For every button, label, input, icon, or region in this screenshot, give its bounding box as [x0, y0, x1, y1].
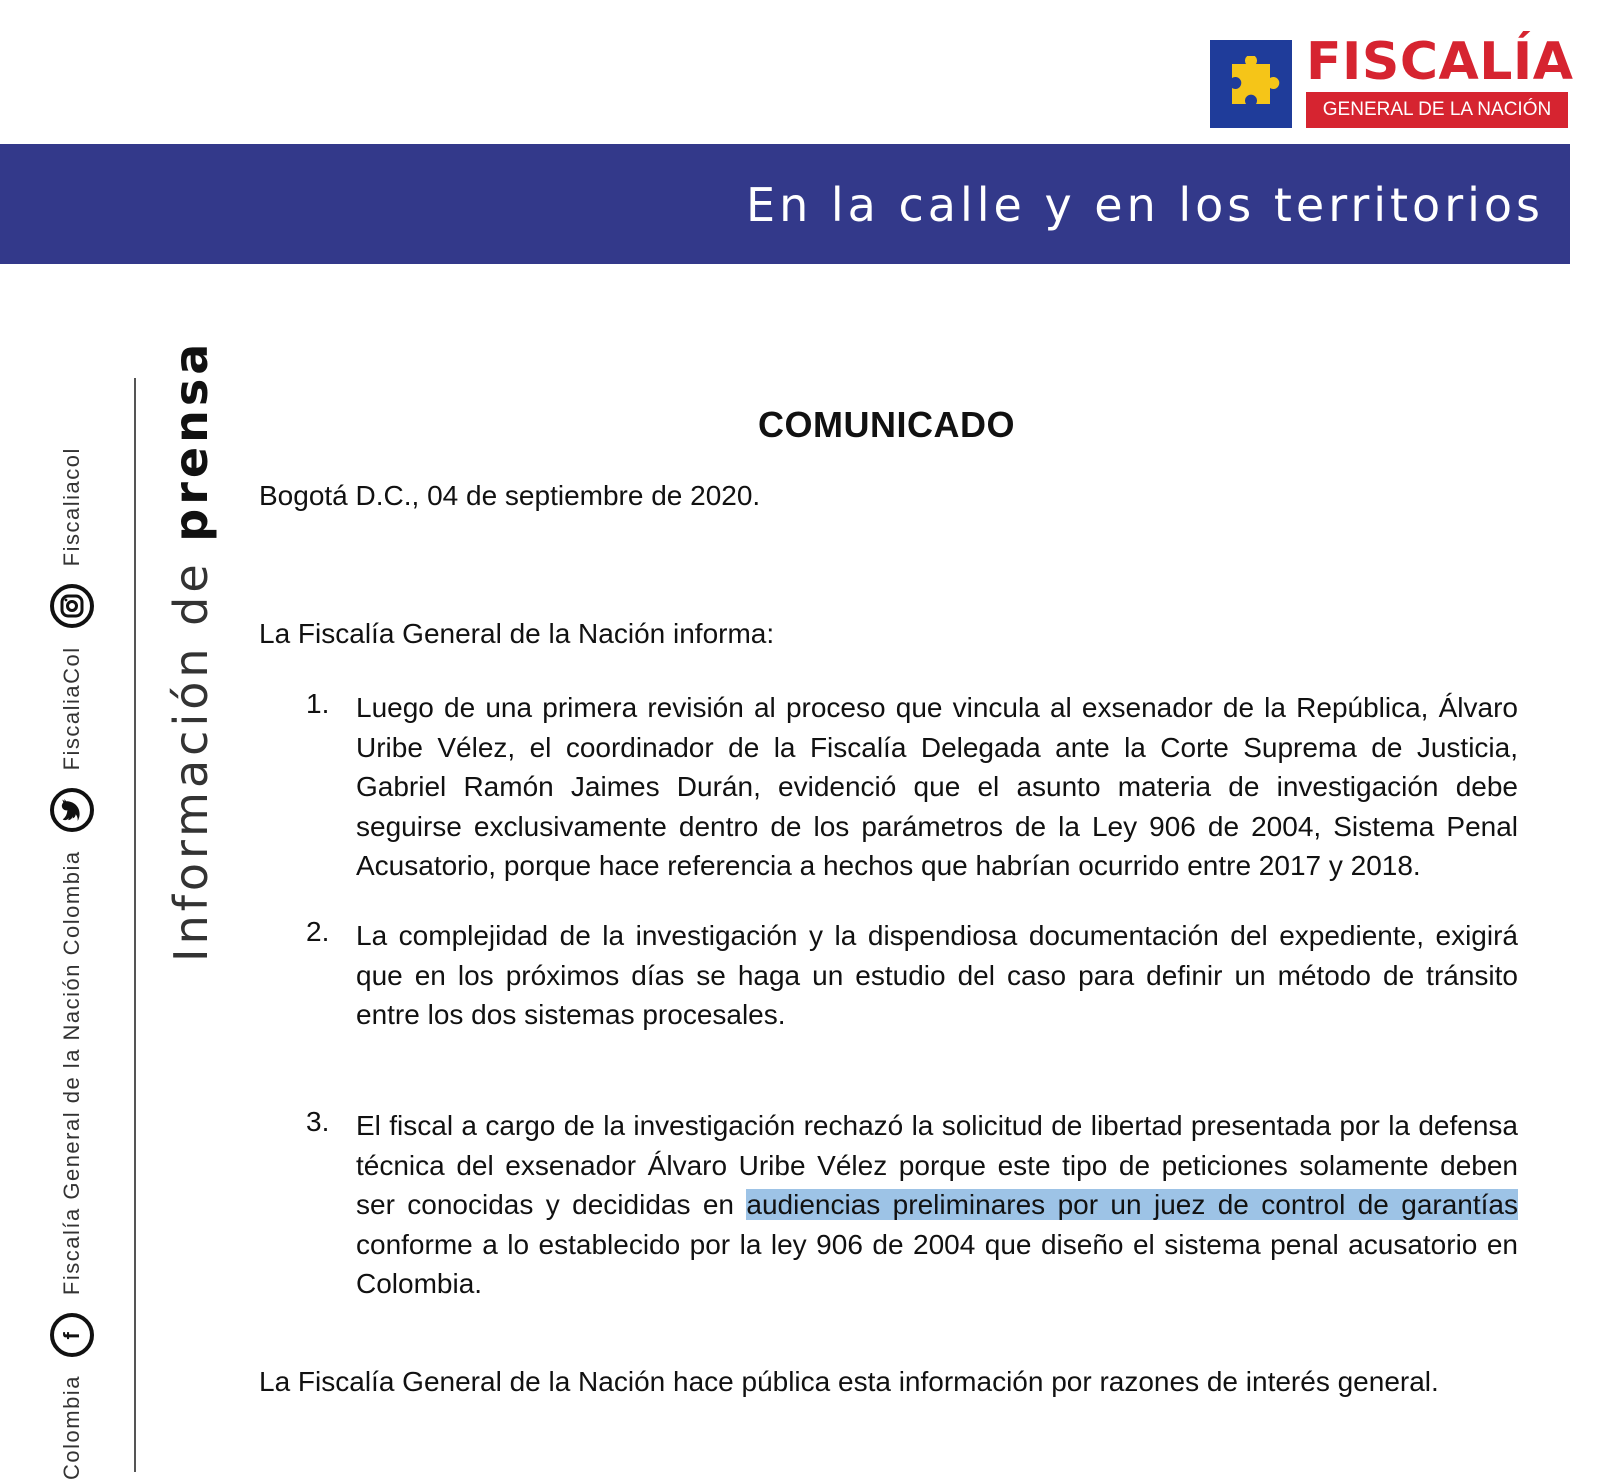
fiscalia-logo — [1210, 32, 1574, 128]
social-country — [59, 1375, 85, 1480]
item-3-text-before: El fiscal a cargo de la investigación rechazó la solicitud de libertad presentada por la defensa técnica del exsenador Álvaro Uribe Vélez porque este tipo de peticiones solamente deben ser conocidas y decididas en — [356, 1110, 1518, 1220]
item-2-text: La complejidad de la investigación y la dispendiosa documentación del expediente, exigirá que en los próximos días se haga un estudio del caso para definir un método de tránsito entre los dos sistemas procesales. — [356, 920, 1518, 1030]
sidebar-divider — [134, 378, 136, 1472]
item-3-text — [356, 1106, 1518, 1304]
social-links-vertical — [52, 360, 92, 1480]
instagram-icon — [50, 584, 94, 628]
twitter-icon — [50, 788, 94, 832]
item-2-number: 2. — [306, 916, 330, 947]
item-3-text-after: conforme a lo establecido por la ley 906 de 2004 que diseño el sistema penal acusatorio en Colombia. — [356, 1228, 1518, 1299]
press-info-bold: prensa — [164, 339, 218, 542]
item-1-number: 1. — [306, 688, 330, 719]
banner-slogan: En la calle y en los territorios — [746, 178, 1544, 232]
puzzle-crest-icon — [1210, 40, 1292, 128]
press-info-vertical-title — [164, 340, 218, 962]
social-instagram[interactable] — [50, 447, 94, 646]
item-3-number: 3. — [306, 1106, 330, 1137]
social-country-label: Colombia — [59, 1375, 84, 1480]
social-instagram-label: Fiscaliacol — [59, 447, 84, 567]
item-3-highlighted-text: audiencias preliminares por un juez de control de garantías — [746, 1189, 1518, 1220]
document-title: COMUNICADO — [758, 404, 1015, 445]
facebook-icon: f — [50, 1313, 94, 1357]
logo-title: FISCALÍA — [1306, 32, 1574, 92]
social-facebook-label: Fiscalía General de la Nación Colombia — [59, 850, 84, 1296]
closing-line: La Fiscalía General de la Nación hace pública esta información por razones de interés general. — [259, 1366, 1439, 1397]
logo-subtitle: GENERAL DE LA NACIÓN — [1306, 92, 1568, 128]
intro-line: La Fiscalía General de la Nación informa: — [259, 618, 775, 649]
item-1-text: Luego de una primera revisión al proceso que vincula al exsenador de la República, Álvaro Uribe Vélez, el coordinador de la Fiscalía Delegada ante la Corte Suprema de Justicia, Gabriel Ramón Jaimes Durán, evidenció que el asunto materia de investigación debe seguirse exclusivamente dentro de los parámetros de la Ley 906 de 2004, Sistema Penal Acusatorio, porque hace referencia a hechos que habrían ocurrido entre 2017 y 2018. — [356, 692, 1518, 881]
social-twitter-label: FiscaliaCol — [59, 646, 84, 771]
slogan-banner — [0, 144, 1570, 264]
social-twitter[interactable] — [50, 646, 94, 850]
press-info-light: Información de — [164, 541, 218, 962]
social-facebook[interactable] — [50, 850, 94, 1375]
date-line: Bogotá D.C., 04 de septiembre de 2020. — [259, 480, 761, 511]
